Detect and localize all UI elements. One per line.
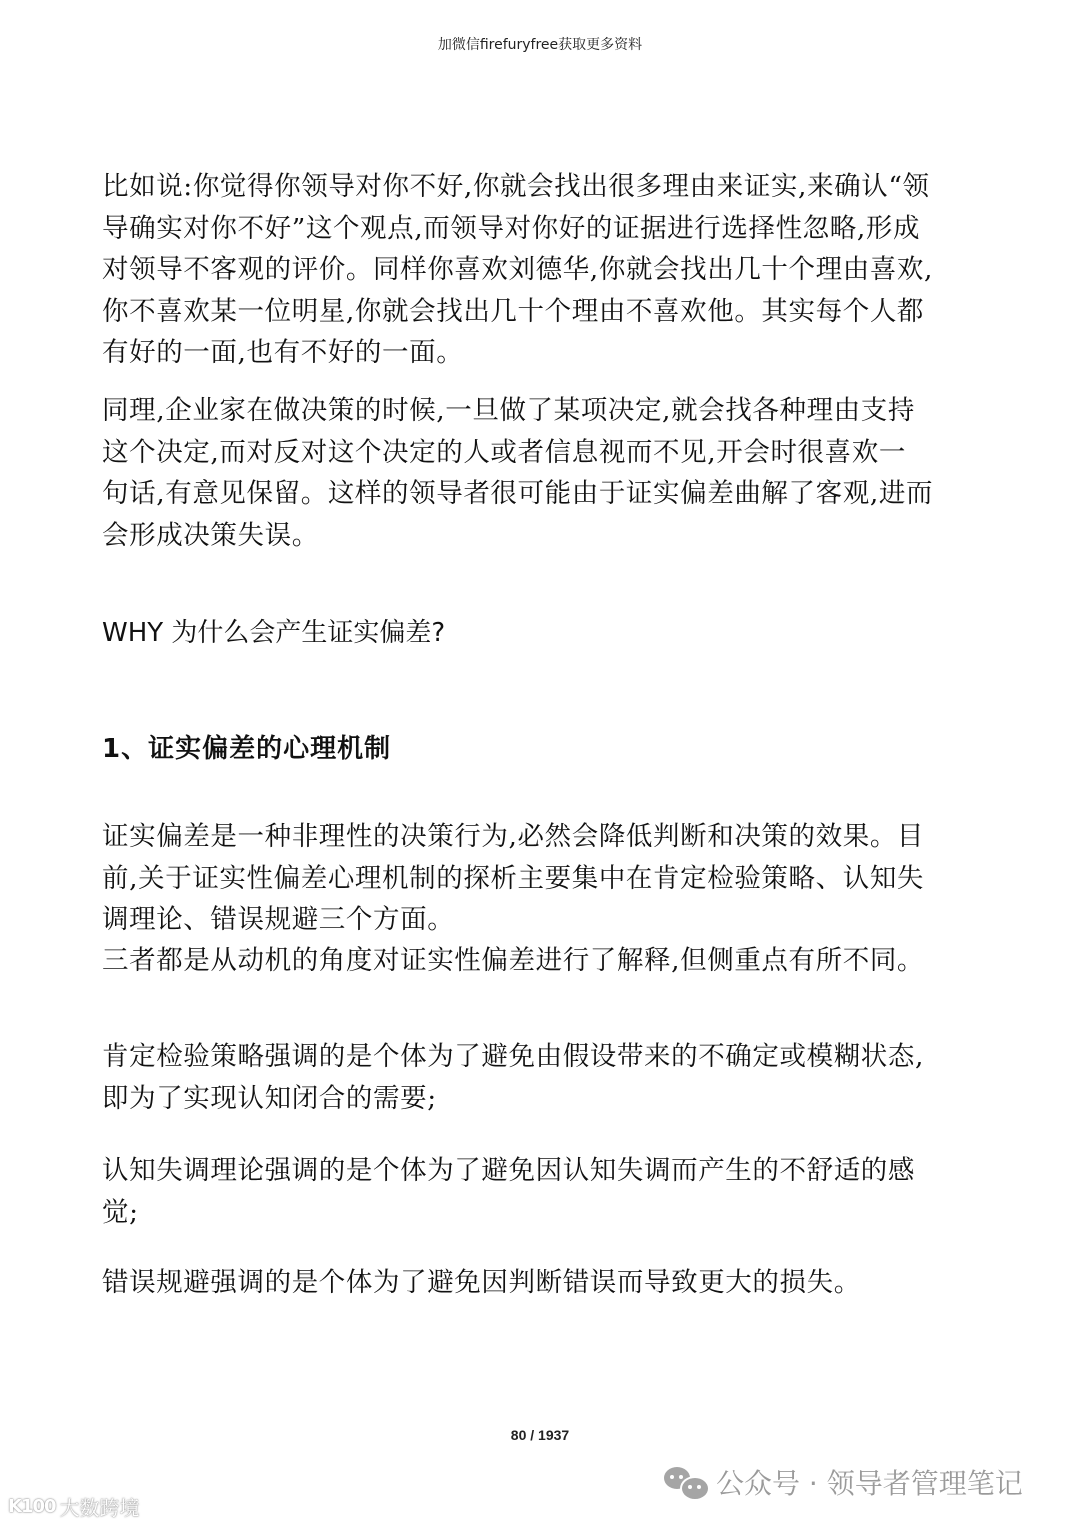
text-line: 会形成决策失误。: [102, 519, 319, 551]
text-line: 错误规避强调的是个体为了避免因判断错误而导致更大的损失。: [102, 1267, 861, 1298]
text-line: 对领导不客观的评价。同样你喜欢刘德华,你就会找出几十个理由喜欢,: [102, 254, 934, 285]
paragraph-mechanism-intro: [102, 816, 982, 941]
brand-logo-icon: K100: [8, 1496, 56, 1517]
text-line: 调理论、错误规避三个方面。: [102, 904, 455, 935]
section-heading-1: 1、证实偏差的心理机制: [102, 734, 392, 764]
paragraph-error-avoidance: [102, 1262, 982, 1304]
paragraph-three-approaches: [102, 940, 982, 982]
paragraph-positive-test-strategy: [102, 1036, 982, 1119]
text-line: 觉;: [102, 1196, 139, 1228]
wechat-watermark: [664, 1462, 1023, 1502]
paragraph-cognitive-dissonance: [102, 1150, 982, 1233]
text-line: 比如说:你觉得你领导对你不好,你就会找出很多理由来证实,来确认“领: [102, 171, 930, 202]
wechat-icon: [664, 1465, 708, 1499]
text-line: 即为了实现认知闭合的需要;: [102, 1082, 437, 1114]
heading-why: WHY 为什么会产生证实偏差?: [102, 618, 446, 648]
text-line: 证实偏差是一种非理性的决策行为,必然会降低判断和决策的效果。目: [102, 821, 925, 852]
brand-watermark: [8, 1492, 140, 1521]
page-number: 80 / 1937: [510, 1427, 570, 1443]
paragraph-example: [102, 166, 982, 374]
text-line: 你不喜欢某一位明星,你就会找出几十个理由不喜欢他。其实每个人都: [102, 295, 925, 327]
page-header-watermark: 加微信firefuryfree获取更多资料: [437, 37, 643, 53]
text-line: 同理,企业家在做决策的时候,一旦做了某项决定,就会找各种理由支持: [102, 395, 915, 426]
text-line: 肯定检验策略强调的是个体为了避免由假设带来的不确定或模糊状态,: [102, 1041, 925, 1072]
brand-watermark-label: 大数跨境: [59, 1496, 140, 1520]
text-line: 前,关于证实性偏差心理机制的探析主要集中在肯定检验策略、认知失: [102, 862, 925, 894]
text-line: 句话,有意见保留。这样的领导者很可能由于证实偏差曲解了客观,进而: [102, 478, 934, 509]
text-line: 有好的一面,也有不好的一面。: [102, 337, 464, 368]
text-line: 导确实对你不好”这个观点,而领导对你好的证据进行选择性忽略,形成: [102, 212, 921, 244]
text-line: 这个决定,而对反对这个决定的人或者信息视而不见,开会时很喜欢一: [102, 436, 906, 468]
wechat-watermark-label: 公众号 · 领导者管理笔记: [716, 1467, 1023, 1500]
text-line: 认知失调理论强调的是个体为了避免因认知失调而产生的不舒适的感: [102, 1155, 915, 1186]
text-line: 三者都是从动机的角度对证实性偏差进行了解释,但侧重点有所不同。: [102, 945, 925, 976]
paragraph-entrepreneur: [102, 390, 982, 556]
